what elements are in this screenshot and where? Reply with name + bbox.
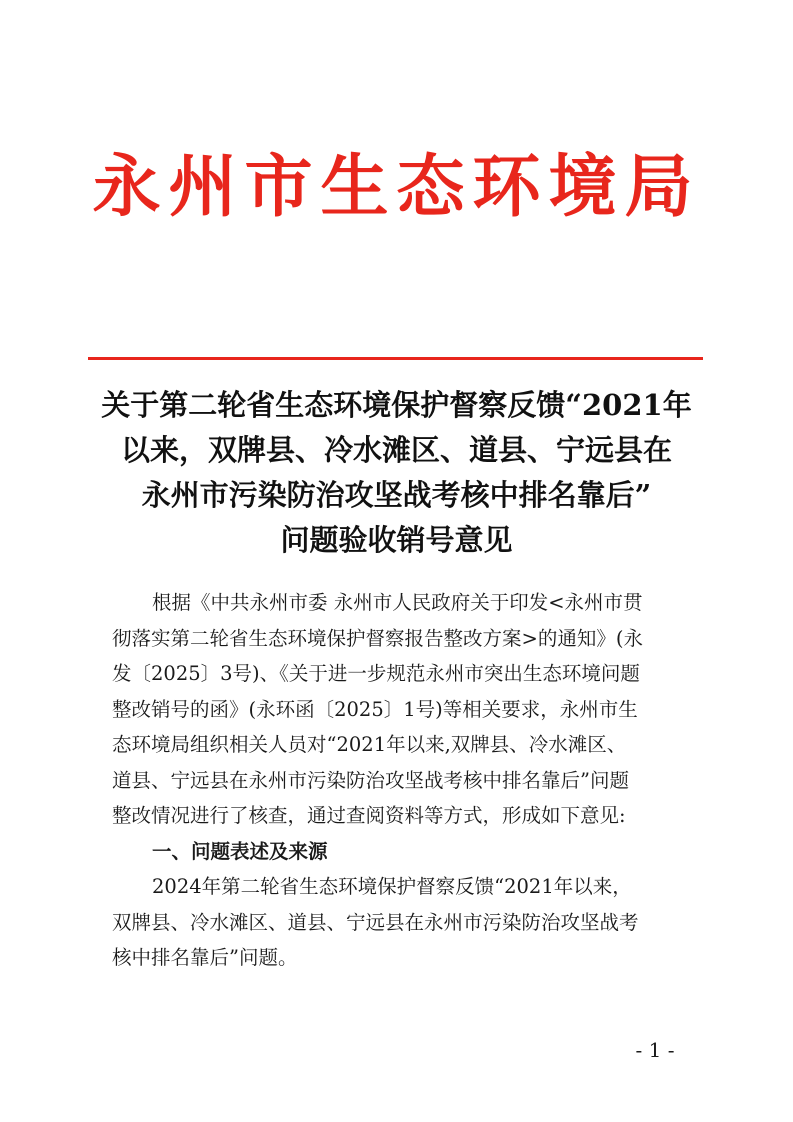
paragraph-line: 彻落实第二轮省生态环境保护督察报告整改方案>的通知》(永 — [112, 626, 643, 650]
paragraph-line: 道县、宁远县在永州市污染防治攻坚战考核中排名靠后”问题 — [112, 768, 629, 792]
document-body — [112, 585, 690, 976]
paragraph-line: 双牌县、冷水滩区、道县、宁远县在永州市污染防治攻坚战考 — [112, 910, 639, 934]
paragraph-line: 发〔2025〕3号)、《关于进一步规范永州市突出生态环境问题 — [112, 662, 640, 685]
document-title — [80, 383, 713, 563]
paragraph-line: 态环境局组织相关人员对“2021年以来,双牌县、冷水滩区、 — [112, 733, 627, 756]
paragraph-line: 整改销号的函》(永环函〔2025〕1号)等相关要求，永州市生 — [112, 697, 638, 721]
title-line: 以来，双牌县、冷水滩区、道县、宁远县在 — [120, 433, 672, 467]
letterhead-org-name: 永州市生态环境局 — [92, 148, 701, 227]
letterhead-red-rule — [88, 357, 703, 360]
title-line: 永州市污染防治攻坚战考核中排名靠后” — [141, 478, 652, 512]
title-line: 关于第二轮省生态环境保护督察反馈“2021年 — [101, 388, 692, 422]
paragraph-line: 整改情况进行了核查，通过查阅资料等方式，形成如下意见: — [112, 804, 626, 827]
section-heading: 一、问题表述及来源 — [152, 839, 328, 863]
paragraph-line: 根据《中共永州市委 永州市人民政府关于印发<永州市贯 — [152, 591, 643, 614]
page-number: - 1 - — [635, 1038, 675, 1062]
paragraph-line: 2024年第二轮省生态环境保护督察反馈“2021年以来， — [152, 875, 632, 898]
paragraph-line: 核中排名靠后”问题。 — [112, 946, 298, 969]
section-1-paragraph — [112, 869, 690, 976]
title-line: 问题验收销号意见 — [280, 523, 513, 557]
intro-paragraph — [112, 585, 690, 834]
